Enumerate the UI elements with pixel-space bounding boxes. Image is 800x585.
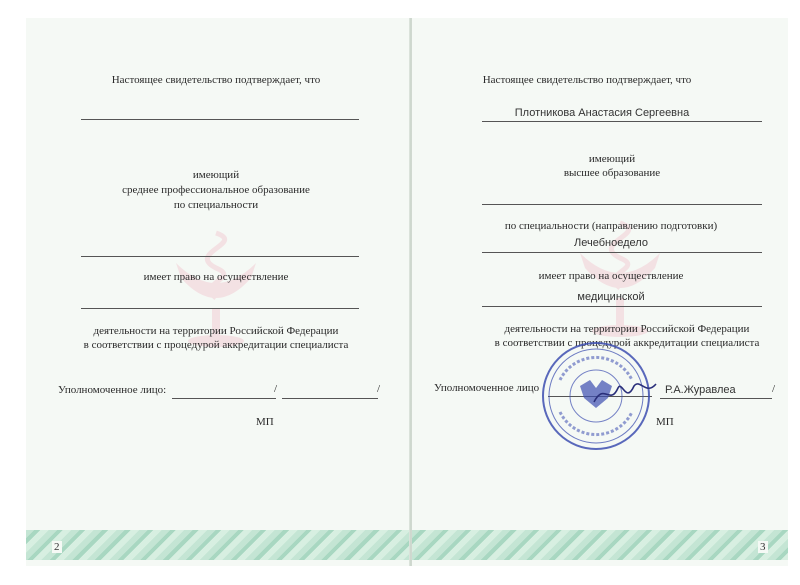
activity-line-1: деятельности на территории Российской Федерации [504, 323, 750, 335]
name-line [81, 119, 359, 120]
activity-type-line [81, 308, 359, 309]
decorative-band [26, 530, 410, 560]
activity-type-line [482, 306, 762, 307]
name-signature-line [660, 398, 772, 399]
activity-type-value: медицинской [577, 291, 645, 303]
activity-line-1: деятельности на территории Российской Федерации [93, 325, 339, 337]
left-page [26, 18, 410, 566]
decorative-band [412, 530, 788, 560]
seal-label: МП [256, 416, 274, 428]
by-specialty-text: по специальности (направлению подготовки) [504, 220, 718, 232]
activity-line-2: в соответствии с процедурой аккредитации специалиста [494, 337, 760, 349]
education-line [482, 204, 762, 205]
handwritten-signature-icon [590, 376, 660, 408]
signatory-name: Р.А.Журавлеа [665, 384, 736, 396]
right-page [412, 18, 788, 566]
by-specialty-text: по специальности [173, 199, 259, 211]
page-number: 3 [760, 541, 766, 553]
seal-label: МП [656, 416, 674, 428]
authorized-person-label: Уполномоченное лицо [434, 382, 540, 394]
right-to-text: имеет право на осуществление [143, 271, 289, 283]
certifies-text: Настоящее свидетельство подтверждает, что [482, 74, 692, 86]
certificate-spread [26, 18, 788, 566]
specialty-value: Лечебноедело [574, 237, 648, 249]
specialty-line [482, 252, 762, 253]
signature-line [172, 398, 276, 399]
slash-separator-end: / [377, 383, 381, 395]
slash-separator-end: / [772, 383, 776, 395]
education-text: высшее образование [563, 167, 661, 179]
right-to-text: имеет право на осуществление [538, 270, 684, 282]
having-text: имеющий [192, 169, 240, 181]
slash-separator: / [274, 383, 278, 395]
specialty-line [81, 256, 359, 257]
authorized-person-label: Уполномоченное лицо: [58, 384, 167, 396]
education-text: среднее профессиональное образование [122, 184, 310, 196]
page-number: 2 [54, 541, 60, 553]
name-signature-line [282, 398, 378, 399]
full-name: Плотникова Анастасия Сергеевна [514, 107, 690, 119]
having-text: имеющий [588, 153, 636, 165]
certifies-text: Настоящее свидетельство подтверждает, что [111, 74, 321, 86]
activity-line-2: в соответствии с процедурой аккредитации специалиста [83, 339, 349, 351]
name-line [482, 121, 762, 122]
